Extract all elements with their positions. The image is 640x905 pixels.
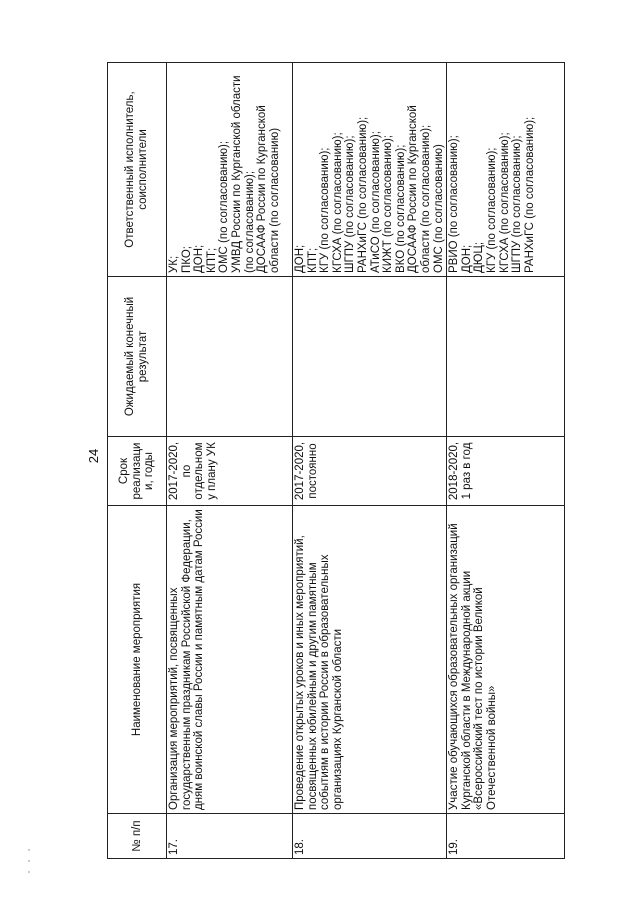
page-number: 24 bbox=[86, 448, 101, 464]
event-executor: РВИО (по согласованию); ДОН; ДЮЦ; КГУ (по согласованию); КГСХА (по согласованию); ШГПУ (по согласованию); РАНХиГС (по согласованию); bbox=[447, 63, 565, 277]
events-table bbox=[107, 62, 565, 859]
rotated-page-content bbox=[107, 63, 597, 859]
event-term: 2018-2020, 1 раз в год bbox=[447, 437, 565, 506]
scan-margin-marks bbox=[28, 840, 58, 880]
event-result bbox=[447, 277, 565, 437]
header-term: Срок реализации, годы bbox=[108, 437, 167, 506]
event-term: 2017-2020, по отдельному плану УК bbox=[167, 437, 293, 506]
row-number: 19. bbox=[447, 814, 565, 859]
event-executor: УК; ПКО; ДОН; КПТ; ОМС (по согласованию); УМВД России по Курганской области (по согласованию); ДОСААФ России по Курганской области (по согласованию) bbox=[167, 63, 293, 277]
header-num: № п/п bbox=[108, 814, 167, 859]
table-row bbox=[167, 63, 293, 859]
event-name: Организация мероприятий, посвященных государственным праздникам Российской Федерации, дням воинской славы России и памятным датам России bbox=[167, 506, 293, 814]
table-row bbox=[447, 63, 565, 859]
row-number: 17. bbox=[167, 814, 293, 859]
header-result: Ожидаемый конечный результат bbox=[108, 277, 167, 437]
table-row bbox=[293, 63, 447, 859]
event-result bbox=[167, 277, 293, 437]
table-header-row bbox=[108, 63, 167, 859]
event-name: Проведение открытых уроков и иных мероприятий, посвященных юбилейным и другим памятным событиям в истории России в образовательных организациях Курганской области bbox=[293, 506, 447, 814]
header-name: Наименование мероприятия bbox=[108, 506, 167, 814]
event-term: 2017-2020, постоянно bbox=[293, 437, 447, 506]
event-name: Участие обучающихся образовательных организаций Курганской области в Международной акции «Всероссийский тест по истории Великой Отечественной войны» bbox=[447, 506, 565, 814]
header-executor: Ответственный исполнитель, соисполнители bbox=[108, 63, 167, 277]
row-number: 18. bbox=[293, 814, 447, 859]
event-executor: ДОН; КПТ; КГУ (по согласованию); КГСХА (по согласованию); ШГПУ (по согласованию); РАНХиГС (по согласованию); АТиСО (по согласованию); КИЖТ (по согласованию); ВКО (по согласованию); ДОСААФ России по Курганской области (по согласованию); ОМС (по согласованию) bbox=[293, 63, 447, 277]
event-result bbox=[293, 277, 447, 437]
